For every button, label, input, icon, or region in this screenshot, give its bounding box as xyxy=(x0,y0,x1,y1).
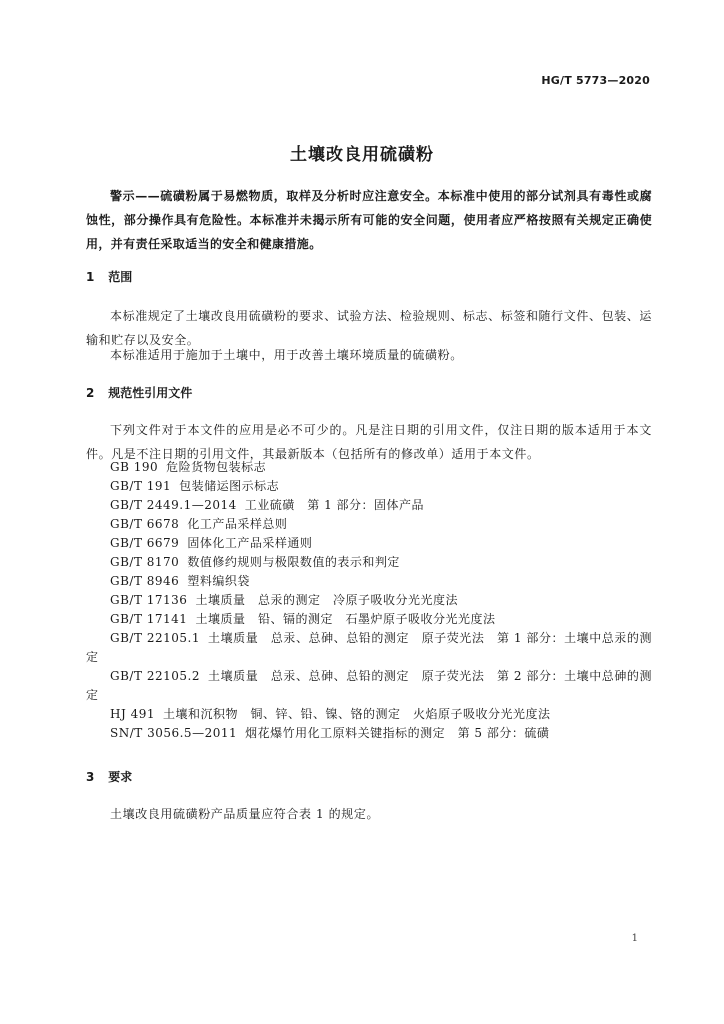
reference-title: 塑料编织袋 xyxy=(187,574,250,588)
reference-item xyxy=(86,553,652,572)
reference-code: GB/T 2449.1—2014 xyxy=(110,498,237,512)
reference-code: SN/T 3056.5—2011 xyxy=(110,726,238,740)
reference-code: GB/T 22105.2 xyxy=(110,669,200,683)
reference-item xyxy=(86,458,652,477)
reference-code: GB/T 8170 xyxy=(110,555,180,569)
section-3-paragraph: 土壤改良用硫磺粉产品质量应符合表 1 的规定。 xyxy=(110,807,380,821)
document-title: 土壤改良用硫磺粉 xyxy=(290,145,434,165)
reference-code: HJ 491 xyxy=(110,707,155,721)
reference-item xyxy=(86,477,652,496)
section-3-heading xyxy=(86,768,132,785)
reference-title: 土壤质量 总汞的测定 冷原子吸收分光光度法 xyxy=(195,593,458,607)
section-title: 要求 xyxy=(108,770,133,784)
reference-code: GB/T 6679 xyxy=(110,536,180,550)
reference-item xyxy=(86,534,652,553)
standard-code: HG/T 5773—2020 xyxy=(541,74,650,87)
reference-item xyxy=(86,515,652,534)
section-1-paragraph: 本标准规定了土壤改良用硫磺粉的要求、试验方法、检验规则、标志、标签和随行文件、包装、运输和贮存以及安全。 xyxy=(86,309,652,347)
page-number: 1 xyxy=(631,933,638,944)
reference-code: GB 190 xyxy=(110,460,159,474)
reference-code: GB/T 17136 xyxy=(110,593,188,607)
normative-reference-list xyxy=(86,458,652,743)
reference-item xyxy=(86,610,652,629)
section-1-paragraph: 本标准适用于施加于土壤中，用于改善土壤环境质量的硫磺粉。 xyxy=(110,348,463,362)
reference-title: 包装储运图示标志 xyxy=(179,479,280,493)
section-2-paragraph: 下列文件对于本文件的应用是必不可少的。凡是注日期的引用文件，仅注日期的版本适用于本文件。凡是不注日期的引用文件，其最新版本（包括所有的修改单）适用于本文件。 xyxy=(86,423,652,461)
reference-code: GB/T 191 xyxy=(110,479,172,493)
reference-title: 土壤质量 总汞、总砷、总铅的测定 原子荧光法 第 1 部分：土壤中总汞的测定 xyxy=(86,631,652,664)
reference-title: 土壤和沉积物 铜、锌、铅、镍、铬的测定 火焰原子吸收分光光度法 xyxy=(163,707,551,721)
reference-title: 工业硫磺 第 1 部分：固体产品 xyxy=(244,498,425,512)
reference-code: GB/T 8946 xyxy=(110,574,180,588)
section-number: 3 xyxy=(86,770,95,784)
section-2-heading xyxy=(86,384,192,401)
section-number: 1 xyxy=(86,270,95,284)
reference-item xyxy=(86,496,652,515)
reference-item xyxy=(86,724,652,743)
reference-title: 烟花爆竹用化工原料关键指标的测定 第 5 部分：硫磺 xyxy=(245,726,550,740)
reference-title: 土壤质量 总汞、总砷、总铅的测定 原子荧光法 第 2 部分：土壤中总砷的测定 xyxy=(86,669,652,702)
reference-title: 数值修约规则与极限数值的表示和判定 xyxy=(187,555,400,569)
section-title: 规范性引用文件 xyxy=(108,386,193,400)
reference-item xyxy=(86,705,652,724)
reference-title: 土壤质量 铅、镉的测定 石墨炉原子吸收分光光度法 xyxy=(195,612,496,626)
reference-title: 危险货物包装标志 xyxy=(166,460,267,474)
reference-code: GB/T 17141 xyxy=(110,612,188,626)
section-1-heading xyxy=(86,268,132,285)
safety-warning: 警示——硫磺粉属于易燃物质，取样及分析时应注意安全。本标准中使用的部分试剂具有毒性或腐蚀性，部分操作具有危险性。本标准并未揭示所有可能的安全问题，使用者应严格按照有关规定正确使用，并有责任采取适当的安全和健康措施。 xyxy=(86,189,652,251)
reference-title: 固体化工产品采样通则 xyxy=(187,536,313,550)
reference-title: 化工产品采样总则 xyxy=(187,517,288,531)
reference-item xyxy=(86,667,652,705)
reference-item xyxy=(86,572,652,591)
reference-item xyxy=(86,591,652,610)
reference-item xyxy=(86,629,652,667)
section-title: 范围 xyxy=(108,270,133,284)
section-number: 2 xyxy=(86,386,95,400)
reference-code: GB/T 22105.1 xyxy=(110,631,200,645)
reference-code: GB/T 6678 xyxy=(110,517,180,531)
